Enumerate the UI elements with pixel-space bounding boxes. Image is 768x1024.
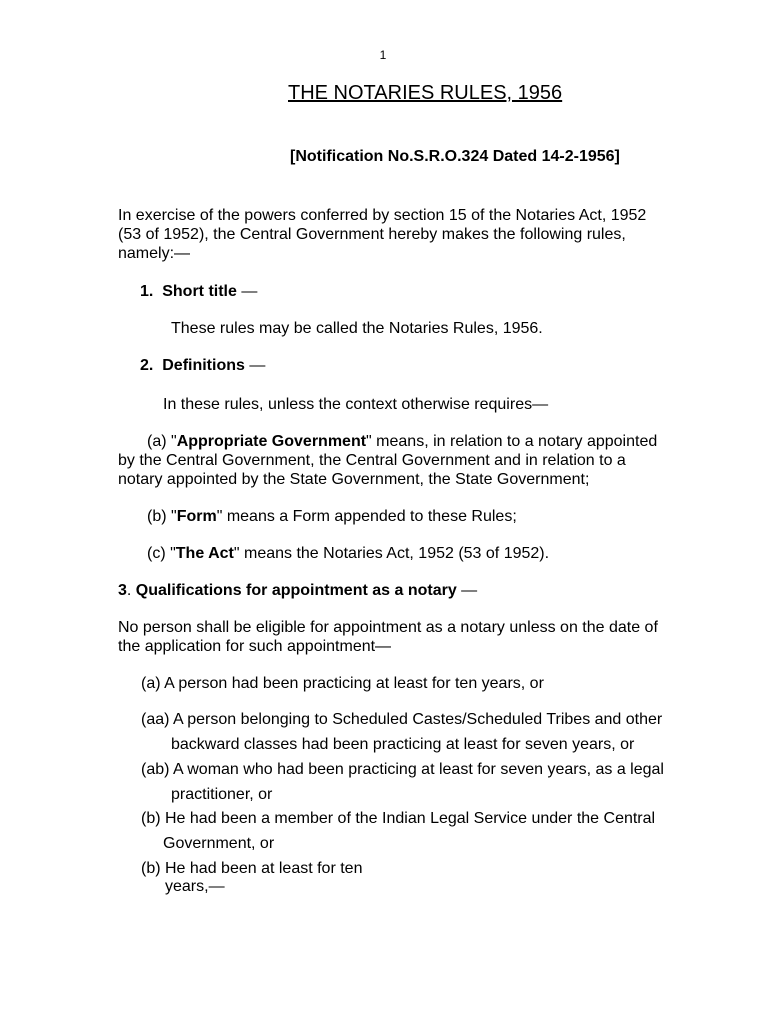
definition-c-term: The Act bbox=[175, 545, 234, 562]
document-title: THE NOTARIES RULES, 1956 bbox=[288, 82, 563, 104]
intro-line-3: namely:— bbox=[118, 245, 191, 262]
definition-a-term: Appropriate Government bbox=[176, 433, 367, 450]
qualification-item-b-line-2: Government, or bbox=[163, 835, 275, 852]
definition-b: (b) "Form" means a Form appended to these Rules; bbox=[147, 508, 517, 525]
qualification-item-aa-line-2: backward classes had been practicing at least for seven years, or bbox=[171, 736, 635, 753]
qualification-item-a: (a) A person had been practicing at least for ten years, or bbox=[141, 675, 544, 692]
definition-c: (c) "The Act" means the Notaries Act, 1952 (53 of 1952). bbox=[147, 545, 550, 562]
qualification-item-ab-line-1: (ab) A woman who had been practicing at least for seven years, as a legal bbox=[141, 761, 664, 778]
rule-1-number: 1. bbox=[140, 283, 154, 300]
definition-b-term: Form bbox=[176, 508, 217, 525]
rule-3-title: Qualifications for appointment as a notary bbox=[135, 582, 457, 599]
qualification-item-b-line-1: (b) He had been a member of the Indian Legal Service under the Central bbox=[141, 810, 656, 827]
rule-1-heading bbox=[140, 282, 257, 301]
qualification-item-ab-line-2: practitioner, or bbox=[171, 786, 273, 803]
rule-2-dash: — bbox=[244, 357, 266, 374]
qualification-item-b2-line-2: years,— bbox=[165, 878, 225, 895]
definition-a-line-1: (a) "Appropriate Government" means, in relation to a notary appointed bbox=[147, 433, 658, 450]
intro-line-2: (53 of 1952), the Central Government hereby makes the following rules, bbox=[118, 226, 626, 243]
qualification-item-aa-line-1: (aa) A person belonging to Scheduled Castes/Scheduled Tribes and other bbox=[141, 711, 663, 728]
intro-line-1: In exercise of the powers conferred by section 15 of the Notaries Act, 1952 bbox=[118, 207, 647, 224]
definition-a-line-3: notary appointed by the State Government, the State Government; bbox=[118, 471, 590, 488]
rule-3-heading: 3. Qualifications for appointment as a notary — bbox=[118, 582, 478, 599]
rule-1-dash: — bbox=[236, 283, 258, 300]
rule-2-text: In these rules, unless the context otherwise requires— bbox=[163, 396, 549, 413]
rule-3-line-2: the application for such appointment— bbox=[118, 638, 392, 655]
qualification-item-b2-line-1: (b) He had been at least for ten bbox=[141, 860, 363, 877]
rule-2-heading bbox=[140, 356, 265, 375]
rule-2-number: 2. bbox=[140, 357, 154, 374]
notification-reference: [Notification No.S.R.O.324 Dated 14-2-1956] bbox=[290, 148, 620, 165]
rule-2-title: Definitions bbox=[162, 357, 245, 374]
rule-3-number: 3 bbox=[118, 582, 127, 599]
rule-3-line-1: No person shall be eligible for appointment as a notary unless on the date of bbox=[118, 619, 658, 636]
rule-1-title: Short title bbox=[162, 283, 237, 300]
rule-1-text: These rules may be called the Notaries Rules, 1956. bbox=[171, 320, 543, 337]
rule-3-dash: — bbox=[456, 582, 478, 599]
definition-a-line-2: by the Central Government, the Central Government and in relation to a bbox=[118, 452, 626, 469]
page-number: 1 bbox=[379, 48, 387, 62]
